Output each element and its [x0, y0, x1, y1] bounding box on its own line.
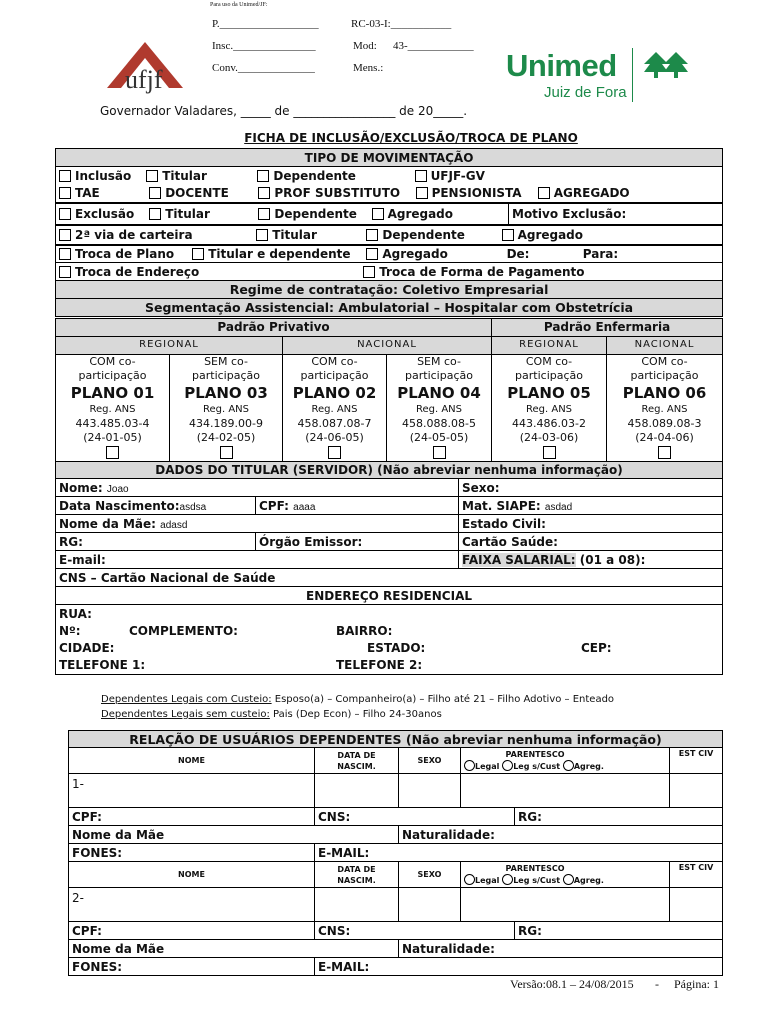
- dep-naturalidade-field[interactable]: Naturalidade:: [399, 940, 723, 958]
- plan-cell: [170, 355, 283, 462]
- dep-nome-header: NOME: [69, 862, 315, 888]
- orgao-field[interactable]: Órgão Emissor:: [256, 533, 459, 551]
- check-exclusao-dependente[interactable]: Dependente: [258, 207, 367, 221]
- plan-code: (24-05-05): [409, 431, 469, 444]
- motivo-exclusao-field[interactable]: Motivo Exclusão:: [509, 203, 723, 225]
- dep-estciv-header: EST CIV: [670, 748, 723, 774]
- plan-checkbox[interactable]: [106, 446, 119, 459]
- plan-ans-number: 458.089.08-3: [627, 417, 702, 430]
- dep-parentesco-cell[interactable]: [461, 774, 670, 808]
- cns-field[interactable]: CNS – Cartão Nacional de Saúde: [56, 569, 723, 587]
- faixa-salarial-field[interactable]: FAIXA SALARIAL: (01 a 08):: [459, 551, 723, 569]
- telefone2-field[interactable]: TELEFONE 2:: [336, 658, 423, 672]
- dep-parentesco-header: PARENTESCO Legal Leg s/Cust Agreg.: [461, 862, 670, 888]
- check-inclusao-titular[interactable]: Titular: [146, 169, 253, 183]
- plan-code: (24-04-06): [635, 431, 694, 444]
- unimed-logo-sub: Juiz de Fora: [544, 84, 627, 101]
- check-troca-titular-dependente[interactable]: Titular e dependente: [192, 247, 362, 261]
- cartao-saude-field[interactable]: Cartão Saúde:: [459, 533, 723, 551]
- plan-name: PLANO 06: [622, 384, 707, 402]
- dep-data-header: DATA DE NASCIM.: [315, 748, 399, 774]
- plan-cell: [56, 355, 170, 462]
- plan-reg-label: Reg. ANS: [311, 404, 358, 415]
- plan-name: PLANO 02: [292, 384, 377, 402]
- check-troca-agregado[interactable]: Agregado: [366, 247, 502, 261]
- dep-sexo-cell[interactable]: [399, 774, 461, 808]
- dep-sexo-cell[interactable]: [399, 888, 461, 922]
- plan-participacao: participação: [515, 369, 583, 382]
- check-inclusao-dependente[interactable]: Dependente: [257, 169, 410, 183]
- check-segunda-via[interactable]: 2ª via de carteira: [59, 228, 252, 242]
- plan-coparticipacao: SEM co-: [417, 355, 461, 368]
- check-inclusao[interactable]: Inclusão: [59, 169, 142, 183]
- plan-coparticipacao: COM co-: [89, 355, 136, 368]
- dep-data-header: DATA DE NASCIM.: [315, 862, 399, 888]
- unimed-logo: [506, 50, 696, 108]
- dep-nome-cell[interactable]: 2-: [69, 888, 315, 922]
- tree-icon: [644, 52, 688, 78]
- plan-code: (24-03-06): [519, 431, 579, 444]
- dep-naturalidade-field[interactable]: Naturalidade:: [399, 826, 723, 844]
- dep-rg-field[interactable]: RG:: [515, 922, 723, 940]
- footer-page: Página: 1: [674, 977, 719, 991]
- sexo-field[interactable]: Sexo:: [459, 479, 723, 497]
- plan-ans-number: 443.486.03-2: [512, 417, 586, 430]
- dep-agreg-radio[interactable]: Agreg.: [563, 876, 604, 885]
- check-prof-substituto[interactable]: PROF SUBSTITUTO: [258, 186, 411, 200]
- plan-name: PLANO 01: [70, 384, 155, 402]
- dep-estciv-header: EST CIV: [670, 862, 723, 888]
- enfermaria-regional: REGIONAL: [492, 337, 607, 355]
- legal-com-custeio: Dependentes Legais com Custeio: Esposo(a) – Companheiro(a) – Filho até 21 – Filho Adotivo – Enteado: [101, 694, 615, 705]
- plan-cell: [492, 355, 607, 462]
- telefone1-field[interactable]: TELEFONE 1:: [59, 658, 146, 672]
- estado-civil-field[interactable]: Estado Civil:: [459, 515, 723, 533]
- unimed-logo-text: Unimed: [506, 48, 617, 83]
- dep-parentesco-cell[interactable]: [461, 888, 670, 922]
- dependentes-table: [68, 730, 723, 976]
- plan-reg-label: Reg. ANS: [526, 404, 573, 415]
- check-exclusao-agregado[interactable]: Agregado: [372, 207, 453, 221]
- dep-rg-field[interactable]: RG:: [515, 808, 723, 826]
- padrao-enfermaria: Padrão Enfermaria: [492, 319, 723, 337]
- p-field[interactable]: P.__________________: [212, 18, 319, 30]
- plan-checkbox[interactable]: [220, 446, 233, 459]
- check-agregado[interactable]: AGREGADO: [538, 186, 630, 200]
- rg-field[interactable]: RG:: [56, 533, 256, 551]
- privativo-nacional: NACIONAL: [283, 337, 492, 355]
- titular-table: [55, 461, 723, 675]
- dep-fones-field[interactable]: FONES:: [69, 844, 315, 862]
- cidade-field[interactable]: CIDADE:: [59, 641, 115, 655]
- plan-coparticipacao: COM co-: [311, 355, 358, 368]
- plan-ans-number: 458.088.08-5: [402, 417, 476, 430]
- plan-cell: [387, 355, 492, 462]
- check-segunda-via-titular[interactable]: Titular: [256, 228, 362, 242]
- rc-field[interactable]: RC-03-I:___________: [351, 18, 452, 30]
- numero-field[interactable]: Nº:: [59, 624, 81, 638]
- dep-sexo-header: SEXO: [399, 862, 461, 888]
- bairro-field[interactable]: BAIRRO:: [336, 624, 393, 638]
- plan-cell: [283, 355, 387, 462]
- mod-label: Mod:: [353, 40, 377, 52]
- dep-cns-field[interactable]: CNS:: [315, 922, 515, 940]
- complemento-field[interactable]: COMPLEMENTO:: [129, 624, 238, 638]
- titular-title: DADOS DO TITULAR (SERVIDOR) (Não abreviar nenhuma informação): [56, 462, 723, 479]
- check-docente[interactable]: DOCENTE: [149, 186, 254, 200]
- check-troca-plano[interactable]: Troca de Plano: [59, 247, 188, 261]
- check-pensionista[interactable]: PENSIONISTA: [416, 186, 534, 200]
- dep-mae-field[interactable]: Nome da Mãe: [69, 940, 399, 958]
- plan-coparticipacao: COM co-: [525, 355, 573, 368]
- dep-parentesco-header: PARENTESCO Legal Leg s/Cust Agreg.: [461, 748, 670, 774]
- dependentes-title: RELAÇÃO DE USUÁRIOS DEPENDENTES (Não abreviar nenhuma informação): [69, 731, 723, 748]
- nascimento-field[interactable]: Data Nascimento:asdsa: [56, 497, 256, 515]
- ufjf-logo-text: ufjf: [125, 65, 163, 94]
- siape-field[interactable]: Mat. SIAPE: asdad: [459, 497, 723, 515]
- check-exclusao-titular[interactable]: Titular: [149, 207, 254, 221]
- segmentacao-line: Segmentação Assistencial: Ambulatorial – Hospitalar com Obstetrícia: [56, 299, 723, 317]
- plan-checkbox[interactable]: [658, 446, 671, 459]
- dep-sexo-header: SEXO: [399, 748, 461, 774]
- movimentacao-table: [55, 148, 723, 317]
- troca-para-field[interactable]: Para:: [582, 246, 619, 261]
- regime-line: Regime de contratação: Coletivo Empresarial: [56, 281, 723, 299]
- plan-participacao: participação: [78, 369, 147, 382]
- plan-cell: [607, 355, 723, 462]
- movimentacao-title: TIPO DE MOVIMENTAÇÃO: [56, 149, 723, 167]
- dep-estciv-cell[interactable]: [670, 774, 723, 808]
- check-troca-pagamento[interactable]: Troca de Forma de Pagamento: [363, 265, 584, 279]
- plan-coparticipacao: COM co-: [641, 355, 688, 368]
- mod-field[interactable]: 43-____________: [393, 40, 474, 52]
- plan-ans-number: 434.189.00-9: [189, 417, 263, 430]
- dep-cpf-field[interactable]: CPF:: [69, 808, 315, 826]
- insc-field[interactable]: Insc._______________: [212, 40, 316, 52]
- place-date-line: Governador Valadares, _____ de _________________ de 20_____.: [100, 104, 468, 118]
- dep-estciv-cell[interactable]: [670, 888, 723, 922]
- endereco-block: [56, 605, 723, 675]
- check-tae[interactable]: TAE: [59, 186, 145, 200]
- dep-nome-cell[interactable]: 1-: [69, 774, 315, 808]
- rua-field[interactable]: RUA:: [59, 607, 92, 621]
- plan-participacao: participação: [300, 369, 369, 382]
- plan-name: PLANO 03: [184, 384, 268, 402]
- plan-reg-label: Reg. ANS: [415, 404, 463, 415]
- dep-mae-field[interactable]: Nome da Mãe: [69, 826, 399, 844]
- dep-data-cell[interactable]: [315, 888, 399, 922]
- check-exclusao[interactable]: Exclusão: [59, 207, 145, 221]
- dep-nome-header: NOME: [69, 748, 315, 774]
- check-segunda-via-agregado[interactable]: Agregado: [502, 228, 583, 242]
- endereco-title: ENDEREÇO RESIDENCIAL: [56, 587, 723, 605]
- dep-fones-field[interactable]: FONES:: [69, 958, 315, 976]
- check-segunda-via-dependente[interactable]: Dependente: [366, 228, 497, 242]
- dep-agreg-radio[interactable]: Agreg.: [563, 762, 604, 771]
- dep-legsc-radio[interactable]: Leg s/Cust: [502, 876, 560, 885]
- footer-sep: -: [655, 977, 659, 991]
- conv-field[interactable]: Conv.______________: [212, 62, 315, 74]
- plan-reg-label: Reg. ANS: [202, 404, 250, 415]
- plan-ans-number: 458.087.08-7: [297, 417, 372, 430]
- plan-reg-label: Reg. ANS: [641, 404, 688, 415]
- dep-legal-radio[interactable]: Legal: [464, 762, 499, 771]
- legal-sem-custeio: Dependentes Legais sem custeio: Pais (Dep Econ) – Filho 24-30anos: [101, 709, 442, 720]
- plan-name: PLANO 04: [397, 384, 481, 402]
- estado-field[interactable]: ESTADO:: [367, 641, 426, 655]
- form-title: FICHA DE INCLUSÃO/EXCLUSÃO/TROCA DE PLANO: [244, 131, 578, 145]
- enfermaria-nacional: NACIONAL: [607, 337, 723, 355]
- dep-legsc-radio[interactable]: Leg s/Cust: [502, 762, 560, 771]
- mens-field[interactable]: Mens.:: [353, 62, 384, 74]
- email-field[interactable]: E-mail:: [56, 551, 459, 569]
- dep-legal-radio[interactable]: Legal: [464, 876, 499, 885]
- plan-checkbox[interactable]: [433, 446, 446, 459]
- plans-table: [55, 318, 723, 462]
- dep-email-field[interactable]: E-MAIL:: [315, 844, 723, 862]
- plan-checkbox[interactable]: [543, 446, 556, 459]
- cpf-field[interactable]: CPF: aaaa: [256, 497, 459, 515]
- plan-checkbox[interactable]: [328, 446, 341, 459]
- plan-code: (24-06-05): [305, 431, 364, 444]
- nome-field[interactable]: Nome: Joao: [56, 479, 459, 497]
- plan-ans-number: 443.485.03-4: [75, 417, 150, 430]
- plan-coparticipacao: SEM co-: [204, 355, 248, 368]
- plan-participacao: participação: [405, 369, 473, 382]
- dep-cns-field[interactable]: CNS:: [315, 808, 515, 826]
- plan-reg-label: Reg. ANS: [89, 404, 136, 415]
- plan-name: PLANO 05: [507, 384, 591, 402]
- padrao-privativo: Padrão Privativo: [56, 319, 492, 337]
- privativo-regional: REGIONAL: [56, 337, 283, 355]
- dep-email-field[interactable]: E-MAIL:: [315, 958, 723, 976]
- ufjf-logo: [103, 40, 189, 102]
- check-troca-endereco[interactable]: Troca de Endereço: [59, 265, 359, 279]
- troca-de-field[interactable]: De:: [506, 246, 530, 261]
- plan-participacao: participação: [192, 369, 260, 382]
- footer-version: Versão:08.1 – 24/08/2015: [510, 977, 634, 991]
- cep-field[interactable]: CEP:: [581, 641, 612, 655]
- dep-data-cell[interactable]: [315, 774, 399, 808]
- check-ufjf-gv[interactable]: UFJF-GV: [415, 169, 485, 183]
- mae-field[interactable]: Nome da Mãe: adasd: [56, 515, 459, 533]
- internal-use-label: Para uso da Unimed/JF:: [210, 2, 268, 8]
- plan-participacao: participação: [630, 369, 699, 382]
- plan-code: (24-02-05): [196, 431, 256, 444]
- dep-cpf-field[interactable]: CPF:: [69, 922, 315, 940]
- plan-code: (24-01-05): [83, 431, 142, 444]
